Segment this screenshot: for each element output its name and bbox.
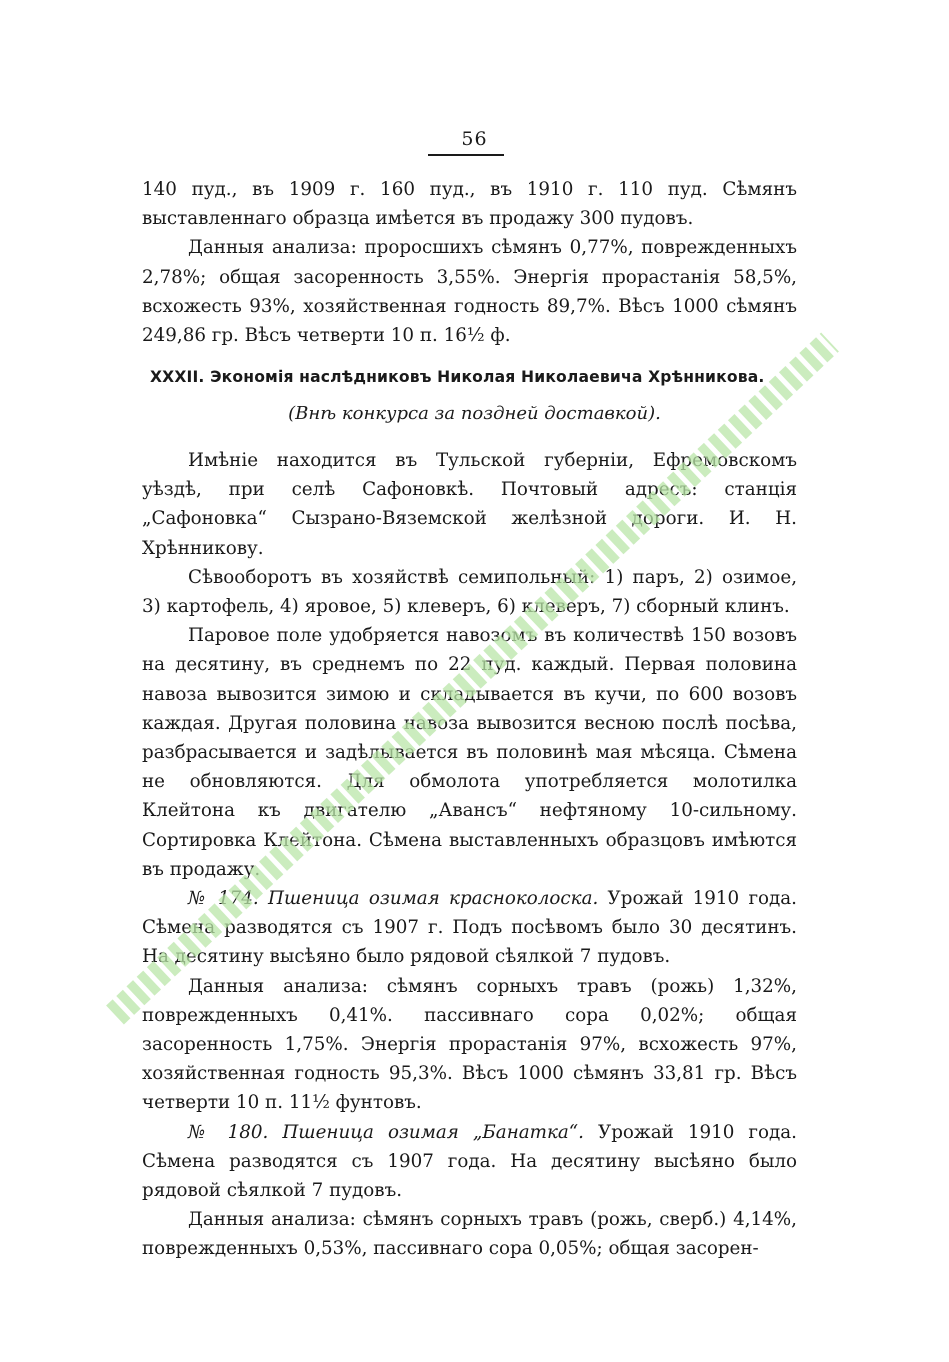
section-body	[142, 446, 797, 1264]
item-180-number: № 180.	[188, 1121, 269, 1143]
item-174-analysis: Данныя анализа: сѣмянъ сорныхъ травъ (рожь) 1,32%, поврежденныхъ 0,41%. пассивнаго сора 0,02%; общая засоренность 1,75%. Энергія прорастанія 97%, всхожесть 97%, хозяйственная годность 95,3%. Вѣсъ 1000 сѣмянъ 33,81 гр. Вѣсъ четверти 10 п. 11½ фунтовъ.	[142, 975, 797, 1114]
analysis-paragraph-1: Данныя анализа: проросшихъ сѣмянъ 0,77%, поврежденныхъ 2,78%; общая засоренность 3,55%. Энергія прорастанія 58,5%, всхожесть 93%, хозяйственная годность 89,7%. Вѣсъ 1000 сѣмянъ 249,86 гр. Вѣсъ четверти 10 п. 16½ ф.	[142, 237, 797, 347]
crop-rotation-paragraph: Сѣвооборотъ въ хозяйствѣ семипольный: 1) паръ, 2) озимое, 3) картофель, 4) яровое, 5) клеверъ, 6) клеверъ, 7) сборный клинъ.	[142, 566, 797, 618]
item-174-number: № 174.	[188, 888, 259, 910]
item-174-text: Урожай 1910 года. Сѣмена разводятся съ 1907 г. Подъ посѣвомъ было 30 десятинъ. На десятину высѣяно было рядовой сѣялкой 7 пудовъ.	[142, 888, 797, 968]
item-180-name: Пшеница озимая „Банатка“.	[282, 1121, 584, 1143]
page-number: 56	[461, 128, 488, 150]
continued-paragraph: 140 пуд., въ 1909 г. 160 пуд., въ 1910 г. 110 пуд. Сѣмянъ выставленнаго образца имѣется въ продажу 300 пудовъ.	[142, 179, 797, 230]
top-block	[142, 175, 797, 350]
item-180-analysis: Данныя анализа: сѣмянъ сорныхъ травъ (рожь, сверб.) 4,14%, поврежденныхъ 0,53%, пассивнаго сора 0,05%; общая засорен-	[142, 1209, 797, 1260]
page-number-rule	[428, 154, 504, 156]
section-heading: XXXII. Экономія наслѣдниковъ Николая Николаевича Хрѣнникова.	[150, 368, 765, 386]
fertilization-paragraph: Паровое поле удобряется навозомъ въ количествѣ 150 возовъ на десятину, въ среднемъ по 22 пуд. каждый. Первая половина навоза вывозится зимою и складывается въ кучи, по 600 возовъ каждая. Другая половина навоза вывозится весною послѣ посѣва, разбрасывается и задѣлывается въ половинѣ мая мѣсяца. Сѣмена не обновляются. Для обмолота употребляется молотилка Клейтона къ двигателю „Авансъ“ нефтяному 10-сильному. Сортировка Клейтона. Сѣмена выставленныхъ образцовъ имѣются въ продажу.	[142, 625, 797, 880]
item-180	[142, 1118, 797, 1206]
estate-location-paragraph: Имѣніе находится въ Тульской губерніи, Ефремовскомъ уѣздѣ, при селѣ Сафоновкѣ. Почтовый адресъ: станція „Сафоновка“ Сызрано-Вяземской желѣзной дороги. И. Н. Хрѣнникову.	[142, 450, 797, 559]
item-180-text: Урожай 1910 года. Сѣмена разводятся съ 1907 года. На десятину высѣяно было рядовой сѣялкой 7 пудовъ.	[142, 1121, 797, 1202]
item-174-name: Пшеница озимая красноколоска.	[268, 888, 599, 910]
section-subheading: (Внѣ конкурса за поздней доставкой).	[288, 403, 661, 424]
item-174	[142, 884, 797, 972]
